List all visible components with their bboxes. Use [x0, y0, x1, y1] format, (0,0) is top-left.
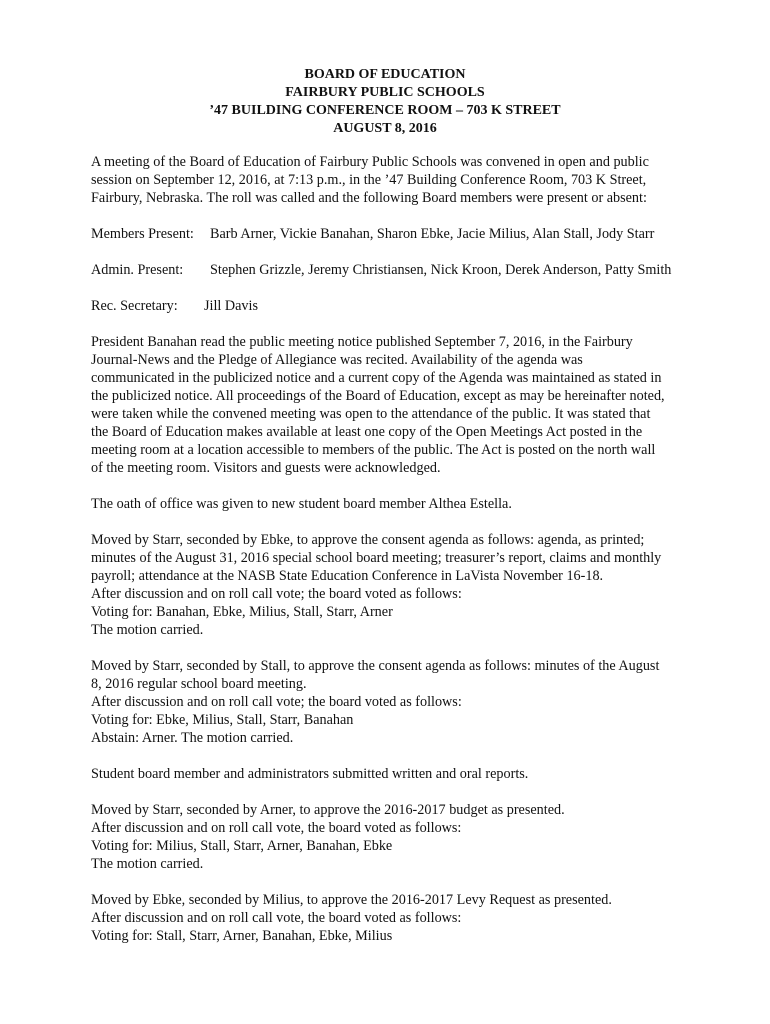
motion-line: payroll; attendance at the NASB State Education Conference in LaVista November 16-18.	[91, 568, 604, 584]
members-present-label: Members Present:	[91, 226, 194, 242]
intro-paragraph	[91, 153, 711, 207]
notice-line: were taken while the convened meeting was open to the attendance of the public. It was stated that	[91, 406, 651, 422]
admin-present-row	[91, 261, 711, 279]
motion-levy-paragraph	[91, 891, 711, 945]
admin-present-label: Admin. Present:	[91, 262, 184, 278]
motion-line: After discussion and on roll call vote; the board voted as follows:	[91, 586, 462, 602]
motion-line: Moved by Starr, seconded by Stall, to approve the consent agenda as follows: minutes of the August	[91, 658, 660, 674]
motion-line: Moved by Starr, seconded by Ebke, to approve the consent agenda as follows: agenda, as printed;	[91, 532, 645, 548]
public-notice-paragraph	[91, 333, 711, 477]
motion-line: The motion carried.	[91, 622, 204, 638]
document-heading	[0, 66, 770, 138]
notice-line: communicated in the publicized notice and a current copy of the Agenda was maintained as stated in	[91, 370, 662, 386]
motion-line: The motion carried.	[91, 856, 204, 872]
motion-line: After discussion and on roll call vote; the board voted as follows:	[91, 694, 462, 710]
motion-line: Voting for: Stall, Starr, Arner, Banahan, Ebke, Milius	[91, 928, 393, 944]
heading-school-name: FAIRBURY PUBLIC SCHOOLS	[285, 85, 485, 100]
motion-line: After discussion and on roll call vote, the board voted as follows:	[91, 910, 462, 926]
motion-line: Voting for: Banahan, Ebke, Milius, Stall, Starr, Arner	[91, 604, 393, 620]
intro-line: A meeting of the Board of Education of Fairbury Public Schools was convened in open and public	[91, 154, 649, 170]
intro-line: Fairbury, Nebraska. The roll was called and the following Board members were present or absent:	[91, 190, 647, 206]
heading-location: ’47 BUILDING CONFERENCE ROOM – 703 K STREET	[209, 103, 561, 118]
motion-line: After discussion and on roll call vote, the board voted as follows:	[91, 820, 462, 836]
motion-minutes-paragraph	[91, 657, 711, 747]
recording-secretary-value: Jill Davis	[204, 298, 258, 314]
oath-paragraph	[91, 495, 711, 513]
motion-line: Abstain: Arner. The motion carried.	[91, 730, 294, 746]
admin-present-value: Stephen Grizzle, Jeremy Christiansen, Nick Kroon, Derek Anderson, Patty Smith	[210, 262, 672, 278]
motion-line: Moved by Ebke, seconded by Milius, to approve the 2016-2017 Levy Request as presented.	[91, 892, 612, 908]
heading-date: AUGUST 8, 2016	[333, 121, 437, 136]
motion-consent-agenda-paragraph	[91, 531, 711, 639]
recording-secretary-label: Rec. Secretary:	[91, 298, 178, 314]
motion-line: 8, 2016 regular school board meeting.	[91, 676, 307, 692]
members-present-value: Barb Arner, Vickie Banahan, Sharon Ebke, Jacie Milius, Alan Stall, Jody Starr	[210, 226, 655, 242]
motion-line: minutes of the August 31, 2016 special school board meeting; treasurer’s report, claims and monthly	[91, 550, 662, 566]
reports-line: Student board member and administrators submitted written and oral reports.	[91, 766, 529, 782]
motion-budget-paragraph	[91, 801, 711, 873]
notice-line: of the meeting room. Visitors and guests were acknowledged.	[91, 460, 441, 476]
reports-paragraph	[91, 765, 711, 783]
heading-board-of-education: BOARD OF EDUCATION	[304, 67, 466, 82]
notice-line: Journal-News and the Pledge of Allegiance was recited. Availability of the agenda was	[91, 352, 583, 368]
motion-line: Voting for: Milius, Stall, Starr, Arner, Banahan, Ebke	[91, 838, 393, 854]
motion-line: Voting for: Ebke, Milius, Stall, Starr, Banahan	[91, 712, 354, 728]
oath-line: The oath of office was given to new student board member Althea Estella.	[91, 496, 512, 512]
document-body	[91, 153, 711, 945]
notice-line: the publicized notice. All proceedings of the Board of Education, except as may be hereinafter noted,	[91, 388, 665, 404]
members-present-row	[91, 225, 711, 243]
notice-line: President Banahan read the public meeting notice published September 7, 2016, in the Fairbury	[91, 334, 633, 350]
notice-line: meeting room at a location accessible to members of the public. The Act is posted on the north wall	[91, 442, 656, 458]
motion-line: Moved by Starr, seconded by Arner, to approve the 2016-2017 budget as presented.	[91, 802, 565, 818]
recording-secretary-row	[91, 297, 711, 315]
intro-line: session on September 12, 2016, at 7:13 p.m., in the ’47 Building Conference Room, 703 K Street,	[91, 172, 647, 188]
notice-line: the Board of Education makes available at least one copy of the Open Meetings Act posted in the	[91, 424, 643, 440]
